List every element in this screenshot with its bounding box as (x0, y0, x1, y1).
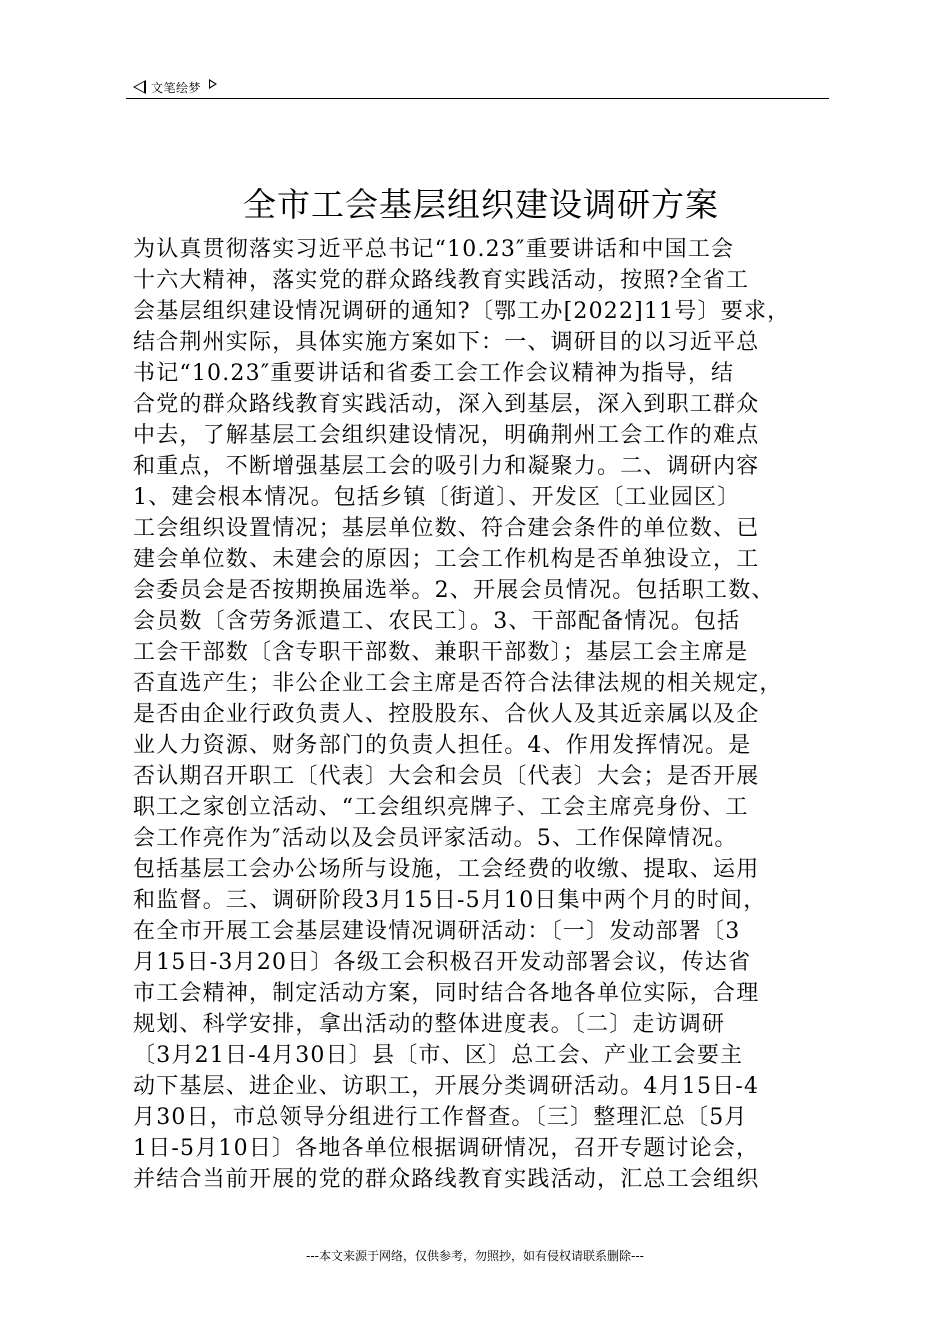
page-header (133, 76, 829, 98)
brand-label: 文笔绘梦 (151, 80, 202, 95)
body-line: 月15日-3月20日〕各级工会积极召开发动部署会议，传达省 (133, 950, 752, 975)
body-line: 合党的群众路线教育实践活动，深入到基层，深入到职工群众 (133, 392, 760, 417)
body-line: 市工会精神，制定活动方案，同时结合各地各单位实际，合理 (133, 981, 760, 1006)
body-line: 会员数〔含劳务派遣工、农民工〕。3、干部配备情况。包括 (133, 609, 741, 634)
body-line: 和重点，不断增强基层工会的吸引力和凝聚力。二、调研内容 (133, 454, 760, 479)
body-line: 会委员会是否按期换届选举。2、开展会员情况。包括职工数、 (133, 578, 775, 603)
body-line: 中去，了解基层工会组织建设情况，明确荆州工会工作的难点 (133, 423, 760, 448)
body-line: 并结合当前开展的党的群众路线教育实践活动，汇总工会组织 (133, 1167, 760, 1192)
body-line: 业人力资源、财务部门的负责人担任。4、作用发挥情况。是 (133, 733, 752, 758)
body-line: 为认真贯彻落实习近平总书记“10.23″重要讲话和中国工会 (133, 237, 735, 262)
body-line: 规划、科学安排，拿出活动的整体进度表。〔二〕走访调研 (133, 1012, 726, 1037)
body-line: 十六大精神，落实党的群众路线教育实践活动，按照?全省工 (133, 268, 750, 293)
body-line: 会基层组织建设情况调研的通知?〔鄂工办[2022]11号〕要求， (133, 299, 791, 324)
source-notice: ---本文来源于网络，仅供参考，勿照抄，如有侵权请联系删除--- (306, 1249, 644, 1263)
body-line: 1、建会根本情况。包括乡镇〔街道〕、开发区〔工业园区〕 (133, 485, 741, 510)
left-triangle-icon (133, 80, 146, 94)
body-line: 在全市开展工会基层建设情况调研活动：〔一〕发动部署〔3 (133, 919, 741, 944)
document-title: 全市工会基层组织建设调研方案 (243, 185, 719, 224)
body-line: 否认期召开职工〔代表〕大会和会员〔代表〕大会；是否开展 (133, 764, 760, 789)
body-line: 会工作亮作为″活动以及会员评家活动。5、工作保障情况。 (133, 826, 738, 851)
body-line: 动下基层、进企业、访职工，开展分类调研活动。4月15日-4 (133, 1074, 760, 1099)
body-line: 建会单位数、未建会的原因；工会工作机构是否单独设立，工 (133, 547, 760, 572)
header-rule (126, 98, 829, 99)
body-line: 书记“10.23″重要讲话和省委工会工作会议精神为指导，结 (133, 361, 735, 386)
body-line: 〔3月21日-4月30日〕县〔市、区〕总工会、产业工会要主 (133, 1043, 744, 1068)
body-line: 工会组织设置情况；基层单位数、符合建会条件的单位数、已 (133, 516, 760, 541)
right-triangle-icon (209, 79, 217, 89)
body-line: 结合荆州实际，具体实施方案如下：一、调研目的以习近平总 (133, 330, 760, 355)
document-body (133, 234, 829, 1195)
body-line: 职工之家创立活动、“工会组织亮牌子、工会主席亮身份、工 (133, 795, 749, 820)
body-line: 和监督。三、调研阶段3月15日-5月10日集中两个月的时间， (133, 888, 767, 913)
body-line: 1日-5月10日〕各地各单位根据调研情况，召开专题讨论会， (133, 1136, 760, 1161)
body-line: 包括基层工会办公场所与设施，工会经费的收缴、提取、运用 (133, 857, 760, 882)
body-line: 工会干部数〔含专职干部数、兼职干部数〕；基层工会主席是 (133, 640, 749, 665)
body-line: 是否由企业行政负责人、控股股东、合伙人及其近亲属以及企 (133, 702, 760, 727)
body-line: 否直选产生；非公企业工会主席是否符合法律法规的相关规定， (133, 671, 783, 696)
body-line: 月30日，市总领导分组进行工作督查。〔三〕整理汇总〔5月 (133, 1105, 748, 1130)
